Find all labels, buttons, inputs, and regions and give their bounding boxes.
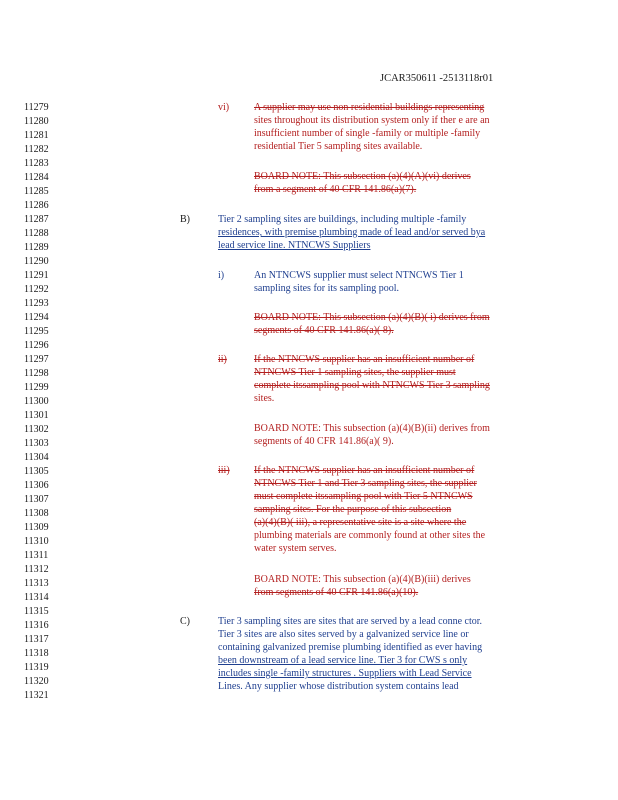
item-label-i: i) — [218, 270, 225, 281]
board-note: BOARD NOTE: This subsection (a)(4)(A)(vi) derives — [254, 171, 471, 182]
document-header: JCAR350611 -2513118r01 — [380, 73, 494, 84]
line-number: 11292 — [24, 284, 49, 295]
text-line: NTNCWS Tier 1 and Tier 3 sampling sites, the supplier — [254, 478, 477, 489]
board-note: segments of 40 CFR 141.86(a)( 8). — [254, 325, 394, 336]
line-number: 11306 — [24, 480, 49, 491]
text-line: been downstream of a lead service line. Tier 3 for CWS s only — [218, 655, 468, 666]
item-label-B: B) — [180, 214, 190, 225]
line-number: 11316 — [24, 620, 49, 631]
line-number: 11283 — [24, 158, 49, 169]
text-line: complete itssampling pool with NTNCWS Tier 3 sampling — [254, 380, 490, 391]
line-number: 11282 — [24, 144, 49, 155]
board-note: from a segment of 40 CFR 141.86(a)(7). — [254, 184, 417, 195]
text-line: Tier 2 sampling sites are buildings, including multiple -family — [218, 214, 467, 225]
line-number: 11286 — [24, 200, 49, 211]
board-note: BOARD NOTE: This subsection (a)(4)(B)( i) derives from — [254, 312, 490, 323]
text-line: sites. — [254, 393, 275, 404]
text-line: A supplier may use non residential buildings representing — [254, 102, 485, 113]
line-number: 11318 — [24, 648, 49, 659]
line-number: 11309 — [24, 522, 49, 533]
line-number: 11290 — [24, 256, 49, 267]
text-line: residential Tier 5 sampling sites available. — [254, 141, 423, 152]
line-number: 11304 — [24, 452, 49, 463]
item-label-vi: vi) — [218, 102, 230, 113]
line-number: 11301 — [24, 410, 49, 421]
line-number: 11319 — [24, 662, 49, 673]
text-line: residences, with premise plumbing made of lead and/or served bya — [218, 227, 486, 238]
board-note: from segments of 40 CFR 141.86(a)(10). — [254, 587, 419, 598]
line-number: 11303 — [24, 438, 49, 449]
line-number: 11297 — [24, 354, 49, 365]
line-number: 11280 — [24, 116, 49, 127]
line-number: 11311 — [24, 550, 49, 561]
line-number: 11308 — [24, 508, 49, 519]
line-number: 11314 — [24, 592, 49, 603]
line-number: 11300 — [24, 396, 49, 407]
board-note: BOARD NOTE: This subsection (a)(4)(B)(ii) derives from — [254, 423, 490, 434]
line-number: 11298 — [24, 368, 49, 379]
text-line: includes single -family structures . Suppliers with Lead Service — [218, 668, 472, 679]
line-number: 11310 — [24, 536, 49, 547]
line-number: 11313 — [24, 578, 49, 589]
text-line: Tier 3 sites are also sites served by a galvanized service line or — [218, 629, 469, 640]
line-number: 11320 — [24, 676, 49, 687]
text-line: must complete itssampling pool with Tier 5 NTNCWS — [254, 491, 473, 502]
text-line: lead service line. NTNCWS Suppliers — [218, 240, 371, 251]
line-number: 11296 — [24, 340, 49, 351]
line-number: 11321 — [24, 690, 49, 701]
line-number: 11281 — [24, 130, 49, 141]
text-line: (a)(4)(B)( iii), a representative site is a site where the — [254, 517, 467, 528]
text-line: An NTNCWS supplier must select NTNCWS Tier 1 — [254, 270, 464, 281]
text-line: sampling sites. For the purpose of this subsection — [254, 504, 452, 515]
line-number: 11307 — [24, 494, 49, 505]
text-line: water system serves. — [254, 543, 337, 554]
item-label-C: C) — [180, 616, 190, 627]
text-line: sites throughout its distribution system only if ther e are an — [254, 115, 490, 126]
line-number: 11287 — [24, 214, 49, 225]
board-note: BOARD NOTE: This subsection (a)(4)(B)(iii) derives — [254, 574, 471, 585]
text-line: NTNCWS Tier 1 sampling sites, the supplier must — [254, 367, 456, 378]
board-note: segments of 40 CFR 141.86(a)( 9). — [254, 436, 394, 447]
text-line: Tier 3 sampling sites are sites that are served by a lead conne ctor. — [218, 616, 482, 627]
line-number: 11305 — [24, 466, 49, 477]
line-number: 11291 — [24, 270, 49, 281]
line-number: 11279 — [24, 102, 49, 113]
text-line: containing galvanized premise plumbing identified as ever having — [218, 642, 483, 653]
text-line: If the NTNCWS supplier has an insufficient number of — [254, 465, 475, 476]
line-number: 11317 — [24, 634, 49, 645]
item-label-iii: iii) — [218, 465, 230, 476]
text-line: plumbing materials are commonly found at other sites the — [254, 530, 486, 541]
line-number: 11284 — [24, 172, 49, 183]
line-number: 11285 — [24, 186, 49, 197]
text-line: sampling sites for its sampling pool. — [254, 283, 399, 294]
line-number: 11315 — [24, 606, 49, 617]
line-number: 11299 — [24, 382, 49, 393]
line-number: 11295 — [24, 326, 49, 337]
line-number: 11294 — [24, 312, 49, 323]
line-number: 11288 — [24, 228, 49, 239]
text-line: Lines. Any supplier whose distribution system contains lead — [218, 681, 459, 692]
text-line: insufficient number of single -family or multiple -family — [254, 128, 481, 139]
text-line: If the NTNCWS supplier has an insufficient number of — [254, 354, 475, 365]
line-number: 11302 — [24, 424, 49, 435]
line-number: 11312 — [24, 564, 49, 575]
line-number: 11293 — [24, 298, 49, 309]
line-number: 11289 — [24, 242, 49, 253]
item-label-ii: ii) — [218, 354, 227, 365]
